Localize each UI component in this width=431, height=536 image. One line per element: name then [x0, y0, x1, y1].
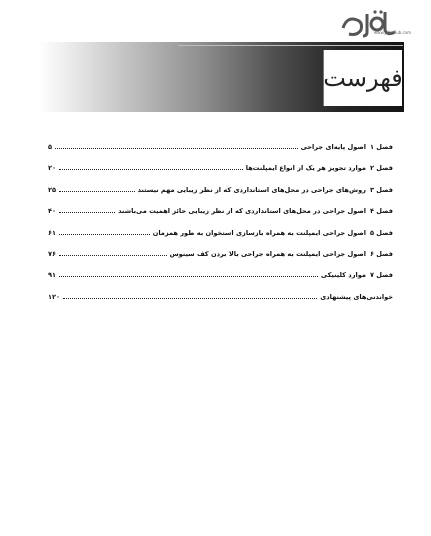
- dot-leader: [55, 148, 298, 149]
- toc-row-5[interactable]: [48, 226, 393, 237]
- toc-title: اصول جراحی در محل‌های استانداردی که از نظر زیبایی حائز اهمیت می‌باشند: [118, 207, 366, 216]
- toc-title: موارد کلینیکی: [320, 271, 366, 280]
- dot-leader: [59, 212, 115, 213]
- toc-row-7[interactable]: [48, 268, 393, 279]
- dot-leader: [59, 255, 167, 256]
- dot-leader: [59, 234, 150, 235]
- toc-title: اصول پایه‌ای جراحی: [300, 143, 366, 151]
- toc-title: اصول جراحی ایمپلنت به همراه جراحی بالا بردن کف سینوس: [169, 249, 366, 258]
- toc-page: ۲۵: [48, 185, 57, 194]
- toc-page: ۶۱: [48, 228, 57, 237]
- publisher-logo: [337, 6, 401, 46]
- toc-row-3[interactable]: [48, 183, 393, 194]
- toc-chapter: فصل ۴: [369, 207, 393, 216]
- toc-page: ۴۰: [48, 207, 57, 216]
- toc-page: ۹۱: [48, 271, 57, 280]
- dot-leader: [63, 298, 317, 299]
- page-title: فهرست: [323, 64, 403, 92]
- toc-title: روش‌های جراحی در محل‌های استانداردی که از نظر زیبایی مهم نیستند: [137, 185, 366, 194]
- toc-page: ۲۰: [48, 164, 57, 173]
- toc-row-2[interactable]: [48, 161, 393, 172]
- toc-chapter: فصل ۷: [369, 271, 393, 280]
- table-of-contents: [48, 140, 393, 311]
- toc-title: اصول جراحی ایمپلنت به همراه بازسازی استخوان به طور همزمان: [152, 228, 366, 237]
- toc-row-8[interactable]: [48, 290, 393, 301]
- toc-chapter: فصل ۶: [369, 249, 393, 258]
- toc-row-1[interactable]: [48, 140, 393, 151]
- toc-row-4[interactable]: [48, 204, 393, 215]
- publisher-site: www.JafarPub.com: [373, 30, 411, 35]
- toc-title: موارد تجویز هر یک از انواع ایمپلنت‌ها: [245, 164, 366, 173]
- toc-title: خواندنی‌های پیشنهادی: [320, 292, 393, 301]
- dot-leader: [59, 169, 243, 170]
- toc-chapter: فصل ۵: [369, 228, 393, 237]
- toc-row-6[interactable]: [48, 247, 393, 258]
- toc-chapter: فصل ۳: [369, 185, 393, 194]
- banner-divider: [178, 45, 403, 46]
- dot-leader: [59, 191, 135, 192]
- toc-page: ۱۲۰: [48, 292, 61, 301]
- toc-page: ۵: [48, 143, 53, 151]
- toc-chapter: فصل ۱: [369, 143, 393, 151]
- toc-chapter: فصل ۲: [369, 164, 393, 173]
- toc-page: ۷۶: [48, 249, 57, 258]
- dot-leader: [59, 276, 318, 277]
- title-box: [323, 50, 402, 106]
